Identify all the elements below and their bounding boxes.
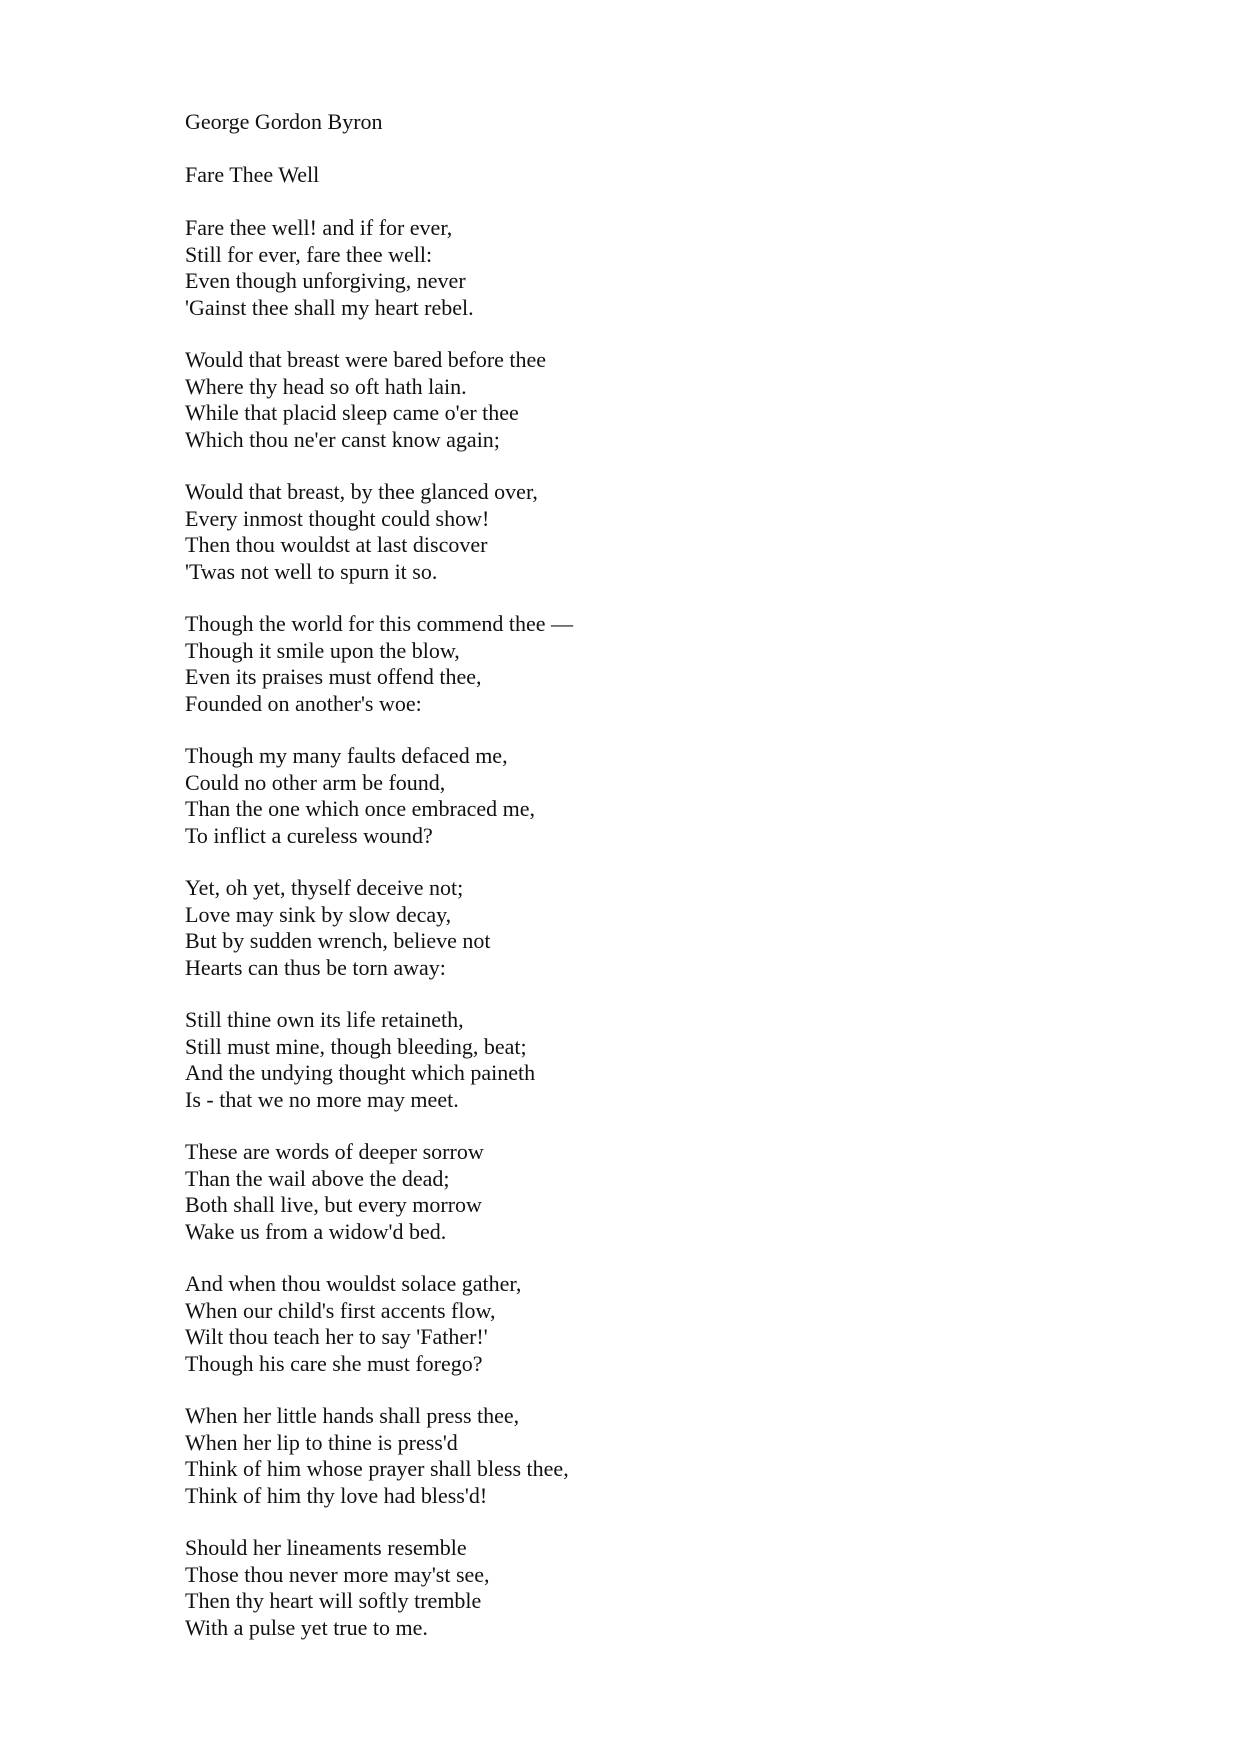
stanza [185,479,1085,585]
poem-line: Founded on another's woe: [185,690,422,716]
stanza [185,611,1085,717]
poem-line: When her lip to thine is press'd [185,1429,458,1455]
document-page [185,109,1085,1641]
poem-line: Every inmost thought could show! [185,505,490,531]
stanza [185,1139,1085,1245]
poem-line: Is - that we no more may meet. [185,1086,459,1112]
poem-line: Would that breast were bared before thee [185,347,547,372]
poem-body [185,215,1085,1641]
poem-line: Could no other arm be found, [185,769,446,795]
poem-line: Should her lineaments resemble [185,1535,467,1560]
poem-line: Even its praises must offend thee, [185,664,482,689]
poem-line: Hearts can thus be torn away: [185,954,446,980]
poem-line: With a pulse yet true to me. [185,1614,428,1640]
stanza [185,875,1085,981]
stanza [185,1271,1085,1377]
poem-line: Than the one which once embraced me, [185,796,536,821]
poem-line: Still for ever, fare thee well: [185,241,433,267]
poem-line: Those thou never more may'st see, [185,1561,490,1587]
poem-line: Fare thee well! and if for ever, [185,215,453,240]
stanza [185,1535,1085,1641]
poem-line: 'Gainst thee shall my heart rebel. [185,294,474,320]
poem-line: Then thy heart will softly tremble [185,1588,482,1613]
poem-line: These are words of deeper sorrow [185,1139,484,1164]
poem-line: And when thou wouldst solace gather, [185,1271,522,1296]
poem-line: Though the world for this commend thee — [185,611,573,636]
poem-line: To inflict a cureless wound? [185,822,433,848]
poem-line: Though my many faults defaced me, [185,743,508,768]
poem-line: Even though unforgiving, never [185,268,466,293]
poem-title: Fare Thee Well [185,162,320,187]
poem-line: When our child's first accents flow, [185,1297,496,1323]
poem-line: And the undying thought which paineth [185,1060,536,1085]
stanza [185,1007,1085,1113]
poem-line: Both shall live, but every morrow [185,1192,482,1217]
poem-line: Would that breast, by thee glanced over, [185,479,538,504]
poem-line: Then thou wouldst at last discover [185,532,488,557]
poem-line: Still thine own its life retaineth, [185,1007,464,1032]
poem-line: Which thou ne'er canst know again; [185,426,500,452]
stanza [185,347,1085,453]
stanza [185,743,1085,849]
poem-line: Wake us from a widow'd bed. [185,1218,447,1244]
author-name: George Gordon Byron [185,109,383,134]
poem-line: Think of him thy love had bless'd! [185,1482,488,1508]
poem-line: Where thy head so oft hath lain. [185,373,467,399]
poem-line: Still must mine, though bleeding, beat; [185,1033,527,1059]
poem-line: 'Twas not well to spurn it so. [185,558,438,584]
poem-line: Than the wail above the dead; [185,1165,450,1191]
poem-line: Wilt thou teach her to say 'Father!' [185,1324,488,1349]
poem-line: Love may sink by slow decay, [185,901,452,927]
poem-line: When her little hands shall press thee, [185,1403,520,1428]
stanza [185,1403,1085,1509]
stanza [185,215,1085,321]
poem-line: Though his care she must forego? [185,1350,483,1376]
poem-line: But by sudden wrench, believe not [185,928,491,953]
poem-line: Think of him whose prayer shall bless thee, [185,1456,569,1481]
poem-line: Yet, oh yet, thyself deceive not; [185,875,464,900]
poem-line: While that placid sleep came o'er thee [185,400,519,425]
poem-line: Though it smile upon the blow, [185,637,460,663]
